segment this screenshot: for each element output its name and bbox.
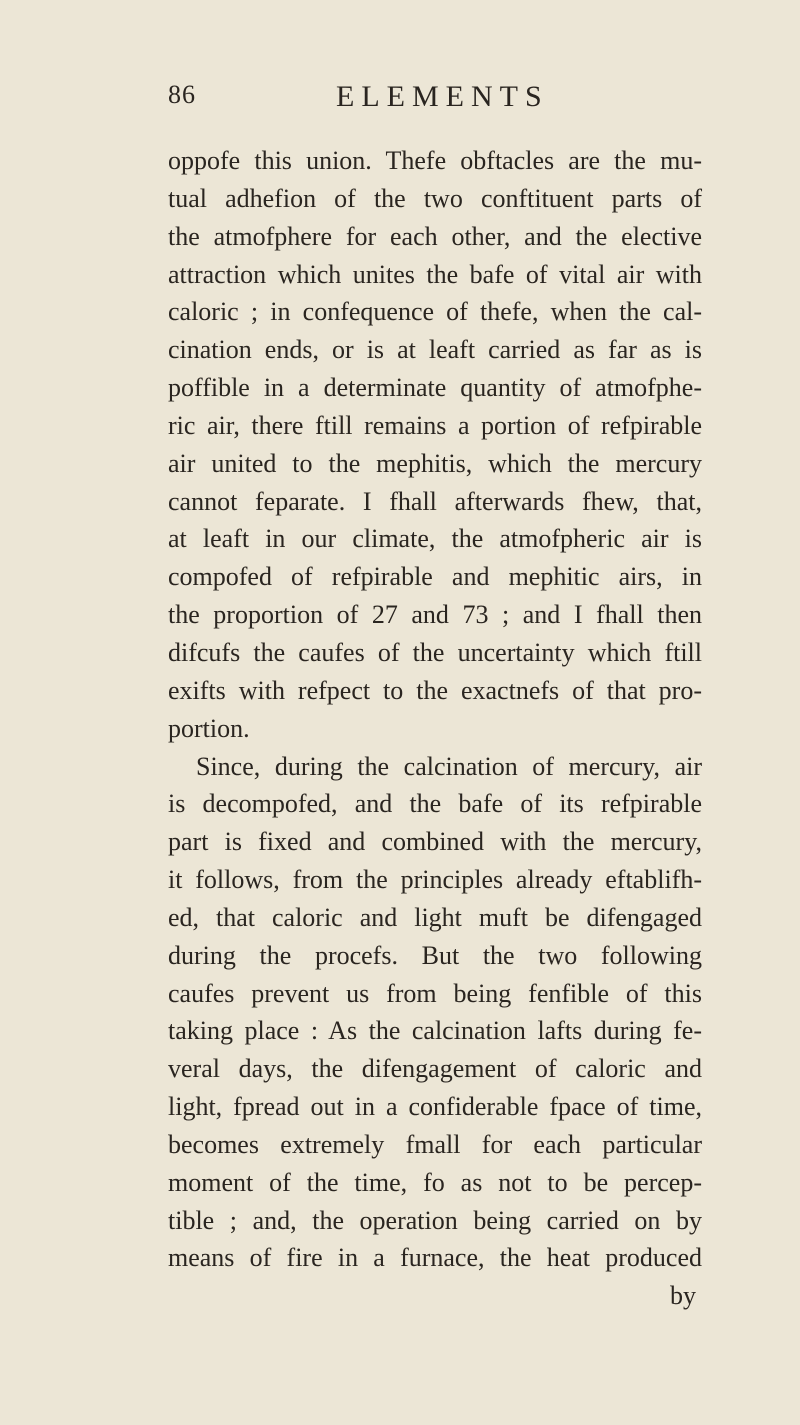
text-line: the atmofphere for each other, and the elective [168,221,702,251]
text-line: becomes extremely fmall for each particular [168,1129,702,1159]
text-line: difcufs the caufes of the uncertainty which ftill [168,637,702,667]
page-number: 86 [168,80,196,109]
text-line: cination ends, or is at leaft carried as far as is [168,335,702,365]
text-line: means of fire in a furnace, the heat produced [168,1243,702,1273]
text-line: at leaft in our climate, the atmofpheric air is [168,524,702,554]
text-line: veral days, the difengagement of caloric and [168,1054,702,1084]
text-line: exifts with refpect to the exactnefs of that pro- [168,675,702,705]
text-line: poffible in a determinate quantity of atmofphe- [168,373,702,403]
text-line: the proportion of 27 and 73 ; and I fhall then [168,600,702,630]
text-line: ed, that caloric and light muft be difengaged [168,902,702,932]
text-line: caufes prevent us from being fenfible of this [168,978,702,1008]
text-line: attraction which unites the bafe of vital air with [168,259,702,289]
text-line: caloric ; in confequence of thefe, when the cal- [168,297,702,327]
text-line: is decompofed, and the bafe of its refpirable [168,789,702,819]
paragraph-start-line: Since, during the calcination of mercury, air [196,751,702,781]
running-head: ELEMENTS [336,80,549,113]
text-line: during the procefs. But the two following [168,940,702,970]
catchword: by [670,1281,696,1311]
text-line: tible ; and, the operation being carried on by [168,1205,702,1235]
text-line: air united to the mephitis, which the mercury [168,448,702,478]
text-line: oppofe this union. Thefe obftacles are the mu- [168,146,702,175]
body-text [168,142,702,1315]
text-line: taking place : As the calcination lafts during fe- [168,1016,702,1046]
text-line: part is fixed and combined with the mercury, [168,827,702,857]
text-line: cannot feparate. I fhall afterwards fhew, that, [168,486,702,516]
text-line: it follows, from the principles already eftablifh- [168,865,702,895]
text-line: portion. [168,713,250,743]
text-line: compofed of refpirable and mephitic airs, in [168,562,702,592]
text-line: ric air, there ftill remains a portion of refpirable [168,410,702,440]
text-line: moment of the time, fo as not to be percep- [168,1167,702,1197]
text-line: tual adhefion of the two conftituent parts of [168,183,702,213]
text-line: light, fpread out in a confiderable fpace of time, [168,1092,702,1122]
page-header [168,80,688,120]
